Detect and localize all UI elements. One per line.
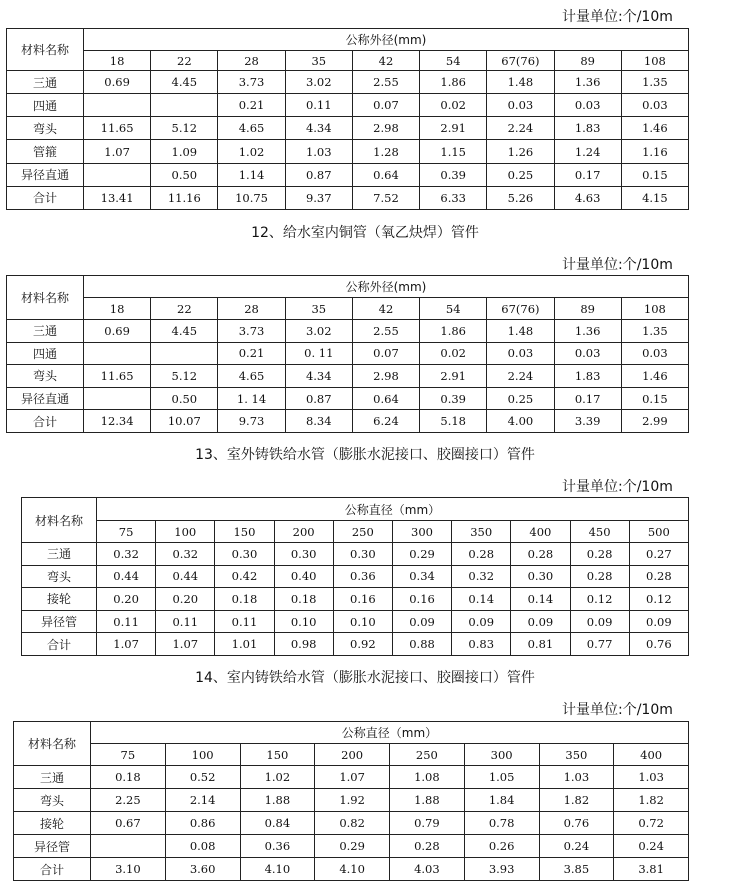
column-header: 108 <box>621 51 688 71</box>
cell: 4.10 <box>315 858 390 881</box>
table-row <box>7 186 689 209</box>
table-row <box>7 94 689 117</box>
row-label: 三通 <box>14 766 91 789</box>
section-caption: 13、室外铸铁给水管（膨胀水泥接口、胶圈接口）管件 <box>195 447 535 463</box>
cell: 0.87 <box>285 163 352 186</box>
cell: 0.03 <box>621 94 688 117</box>
cell: 0.11 <box>285 94 352 117</box>
cell: 0.26 <box>464 835 539 858</box>
column-header: 100 <box>165 744 240 766</box>
column-header: 75 <box>97 521 156 543</box>
fitting-table-2 <box>6 275 689 433</box>
cell: 0.09 <box>392 610 451 633</box>
cell: 0.30 <box>333 543 392 566</box>
row-label: 异径管 <box>22 610 97 633</box>
cell: 1.36 <box>554 71 621 94</box>
cell: 4.10 <box>240 858 315 881</box>
cell: 4.63 <box>554 186 621 209</box>
cell: 0.20 <box>156 588 215 611</box>
cell: 9.37 <box>285 186 352 209</box>
cell: 0.64 <box>352 163 419 186</box>
cell: 1.48 <box>487 71 554 94</box>
table-row <box>22 588 689 611</box>
cell: 2.98 <box>352 365 419 388</box>
cell: 11.65 <box>84 117 151 140</box>
cell: 5.26 <box>487 186 554 209</box>
cell: 0.11 <box>156 610 215 633</box>
cell: 7.52 <box>352 186 419 209</box>
cell: 0.15 <box>621 163 688 186</box>
table-row <box>7 410 689 433</box>
cell: 0.36 <box>333 565 392 588</box>
fitting-table-3 <box>21 497 689 656</box>
row-label: 弯头 <box>14 789 91 812</box>
column-header: 400 <box>614 744 689 766</box>
column-header: 450 <box>570 521 629 543</box>
cell: 0.69 <box>84 320 151 343</box>
cell: 1.07 <box>156 633 215 656</box>
cell: 1.02 <box>240 766 315 789</box>
cell: 0.07 <box>352 342 419 365</box>
cell: 0.14 <box>452 588 511 611</box>
cell: 0.86 <box>165 812 240 835</box>
cell: 2.99 <box>621 410 688 433</box>
cell: 0.28 <box>390 835 465 858</box>
cell: 1.35 <box>621 71 688 94</box>
cell: 0.79 <box>390 812 465 835</box>
table-row <box>7 365 689 388</box>
cell: 0.82 <box>315 812 390 835</box>
cell: 5.12 <box>151 117 218 140</box>
cell: 1.05 <box>464 766 539 789</box>
table-row <box>14 858 689 881</box>
cell: 0.52 <box>165 766 240 789</box>
material-name-header: 材料名称 <box>7 29 84 71</box>
cell: 0.50 <box>151 387 218 410</box>
cell: 0.03 <box>487 94 554 117</box>
diameter-group-header: 公称直径（mm） <box>91 722 689 744</box>
cell: 0.84 <box>240 812 315 835</box>
cell: 0.17 <box>554 387 621 410</box>
cell: 0.09 <box>452 610 511 633</box>
cell: 0.44 <box>97 565 156 588</box>
column-header: 200 <box>274 521 333 543</box>
cell: 1.07 <box>84 140 151 163</box>
cell: 0.20 <box>97 588 156 611</box>
table-row <box>7 342 689 365</box>
cell: 3.10 <box>91 858 166 881</box>
cell: 1.03 <box>285 140 352 163</box>
row-label: 弯头 <box>22 565 97 588</box>
unit-label: 计量单位:个/10m <box>562 702 673 718</box>
table-row <box>14 789 689 812</box>
cell: 0.28 <box>452 543 511 566</box>
cell: 1.15 <box>420 140 487 163</box>
cell: 11.16 <box>151 186 218 209</box>
cell <box>84 163 151 186</box>
cell: 0.78 <box>464 812 539 835</box>
cell: 0.16 <box>392 588 451 611</box>
cell: 1.84 <box>464 789 539 812</box>
cell: 0.30 <box>511 565 570 588</box>
cell: 0.28 <box>629 565 688 588</box>
cell: 0.50 <box>151 163 218 186</box>
column-header: 150 <box>240 744 315 766</box>
cell: 1.36 <box>554 320 621 343</box>
table-row <box>7 320 689 343</box>
column-header: 75 <box>91 744 166 766</box>
cell: 1.83 <box>554 365 621 388</box>
column-header: 250 <box>333 521 392 543</box>
cell: 6.24 <box>352 410 419 433</box>
diameter-group-header: 公称外径(mm) <box>84 276 689 298</box>
table-row <box>14 812 689 835</box>
column-header: 300 <box>392 521 451 543</box>
cell: 0.88 <box>392 633 451 656</box>
column-header: 54 <box>420 51 487 71</box>
table-row <box>14 835 689 858</box>
cell: 13.41 <box>84 186 151 209</box>
fitting-table-4 <box>13 721 689 881</box>
column-header: 300 <box>464 744 539 766</box>
cell: 0.03 <box>487 342 554 365</box>
cell: 8.34 <box>285 410 352 433</box>
column-header: 400 <box>511 521 570 543</box>
row-label: 弯头 <box>7 117 84 140</box>
row-label: 合计 <box>7 410 84 433</box>
cell: 1.88 <box>390 789 465 812</box>
column-header: 22 <box>151 298 218 320</box>
cell: 0.98 <box>274 633 333 656</box>
unit-label: 计量单位:个/10m <box>562 9 673 25</box>
row-label: 接轮 <box>22 588 97 611</box>
cell: 1.86 <box>420 71 487 94</box>
cell: 1. 14 <box>218 387 285 410</box>
cell: 0.15 <box>621 387 688 410</box>
cell: 0.25 <box>487 163 554 186</box>
cell: 6.33 <box>420 186 487 209</box>
fitting-table-1 <box>6 28 689 210</box>
cell <box>91 835 166 858</box>
column-header: 35 <box>285 51 352 71</box>
cell: 0.14 <box>511 588 570 611</box>
row-label: 四通 <box>7 94 84 117</box>
cell: 0. 11 <box>285 342 352 365</box>
cell: 0.69 <box>84 71 151 94</box>
cell: 0.32 <box>97 543 156 566</box>
row-label: 接轮 <box>14 812 91 835</box>
cell: 0.83 <box>452 633 511 656</box>
column-header: 350 <box>452 521 511 543</box>
cell: 2.24 <box>487 117 554 140</box>
column-header: 500 <box>629 521 688 543</box>
cell: 1.16 <box>621 140 688 163</box>
cell: 0.18 <box>215 588 274 611</box>
cell: 1.48 <box>487 320 554 343</box>
cell: 11.65 <box>84 365 151 388</box>
cell: 1.09 <box>151 140 218 163</box>
row-label: 四通 <box>7 342 84 365</box>
table-row <box>22 565 689 588</box>
cell: 0.21 <box>218 342 285 365</box>
cell: 4.15 <box>621 186 688 209</box>
table-row <box>22 543 689 566</box>
table-row <box>7 387 689 410</box>
material-name-header: 材料名称 <box>7 276 84 320</box>
row-label: 合计 <box>7 186 84 209</box>
cell: 0.21 <box>218 94 285 117</box>
cell: 1.28 <box>352 140 419 163</box>
cell: 0.10 <box>274 610 333 633</box>
cell: 1.24 <box>554 140 621 163</box>
cell <box>84 94 151 117</box>
cell: 0.72 <box>614 812 689 835</box>
cell <box>151 94 218 117</box>
cell: 4.34 <box>285 365 352 388</box>
cell: 0.17 <box>554 163 621 186</box>
cell: 0.02 <box>420 342 487 365</box>
row-label: 三通 <box>7 71 84 94</box>
cell: 0.36 <box>240 835 315 858</box>
cell: 0.24 <box>614 835 689 858</box>
cell: 1.03 <box>539 766 614 789</box>
cell: 0.87 <box>285 387 352 410</box>
cell: 1.08 <box>390 766 465 789</box>
column-header: 54 <box>420 298 487 320</box>
section-caption: 14、室内铸铁给水管（膨胀水泥接口、胶圈接口）管件 <box>195 670 535 686</box>
cell: 2.14 <box>165 789 240 812</box>
row-label: 三通 <box>7 320 84 343</box>
cell: 0.30 <box>215 543 274 566</box>
cell: 2.55 <box>352 320 419 343</box>
cell: 1.35 <box>621 320 688 343</box>
cell: 3.93 <box>464 858 539 881</box>
cell: 0.11 <box>215 610 274 633</box>
cell: 3.73 <box>218 71 285 94</box>
cell: 0.29 <box>392 543 451 566</box>
cell: 0.34 <box>392 565 451 588</box>
cell: 1.83 <box>554 117 621 140</box>
table-row <box>22 633 689 656</box>
row-label: 异径直通 <box>7 387 84 410</box>
unit-label: 计量单位:个/10m <box>562 257 673 273</box>
cell: 1.88 <box>240 789 315 812</box>
cell: 5.12 <box>151 365 218 388</box>
cell: 1.02 <box>218 140 285 163</box>
column-header: 150 <box>215 521 274 543</box>
column-header: 100 <box>156 521 215 543</box>
cell: 2.91 <box>420 117 487 140</box>
cell: 0.77 <box>570 633 629 656</box>
section-caption: 12、给水室内铜管（氧乙炔焊）管件 <box>251 225 479 241</box>
cell: 1.03 <box>614 766 689 789</box>
cell: 1.07 <box>315 766 390 789</box>
table-row <box>7 71 689 94</box>
row-label: 异径管 <box>14 835 91 858</box>
cell: 0.08 <box>165 835 240 858</box>
row-label: 三通 <box>22 543 97 566</box>
cell: 4.65 <box>218 117 285 140</box>
column-header: 108 <box>621 298 688 320</box>
cell: 2.24 <box>487 365 554 388</box>
cell: 0.32 <box>156 543 215 566</box>
column-header: 250 <box>390 744 465 766</box>
cell <box>151 342 218 365</box>
cell: 0.09 <box>570 610 629 633</box>
table-row <box>7 117 689 140</box>
cell: 2.25 <box>91 789 166 812</box>
cell: 10.07 <box>151 410 218 433</box>
cell: 4.45 <box>151 71 218 94</box>
column-header: 18 <box>84 298 151 320</box>
cell: 0.28 <box>570 565 629 588</box>
row-label: 合计 <box>22 633 97 656</box>
table-row <box>7 140 689 163</box>
cell: 3.39 <box>554 410 621 433</box>
cell: 0.44 <box>156 565 215 588</box>
cell: 0.02 <box>420 94 487 117</box>
table-row <box>7 163 689 186</box>
column-header: 22 <box>151 51 218 71</box>
cell: 12.34 <box>84 410 151 433</box>
column-header: 89 <box>554 298 621 320</box>
cell: 4.00 <box>487 410 554 433</box>
cell: 0.03 <box>554 342 621 365</box>
column-header: 89 <box>554 51 621 71</box>
cell: 3.02 <box>285 320 352 343</box>
cell: 2.91 <box>420 365 487 388</box>
cell: 0.03 <box>621 342 688 365</box>
cell: 0.18 <box>274 588 333 611</box>
cell: 1.01 <box>215 633 274 656</box>
cell: 0.67 <box>91 812 166 835</box>
column-header: 28 <box>218 51 285 71</box>
cell: 0.28 <box>511 543 570 566</box>
cell: 10.75 <box>218 186 285 209</box>
cell: 0.76 <box>539 812 614 835</box>
column-header: 350 <box>539 744 614 766</box>
column-header: 18 <box>84 51 151 71</box>
cell: 0.32 <box>452 565 511 588</box>
cell: 1.07 <box>97 633 156 656</box>
cell: 0.39 <box>420 387 487 410</box>
cell: 0.81 <box>511 633 570 656</box>
cell: 2.98 <box>352 117 419 140</box>
column-header: 67(76) <box>487 51 554 71</box>
cell: 0.24 <box>539 835 614 858</box>
cell: 0.12 <box>570 588 629 611</box>
cell: 0.09 <box>629 610 688 633</box>
cell: 0.40 <box>274 565 333 588</box>
cell: 0.25 <box>487 387 554 410</box>
cell: 2.55 <box>352 71 419 94</box>
column-header: 28 <box>218 298 285 320</box>
cell: 0.11 <box>97 610 156 633</box>
cell: 1.46 <box>621 365 688 388</box>
cell: 1.14 <box>218 163 285 186</box>
cell: 0.29 <box>315 835 390 858</box>
unit-label: 计量单位:个/10m <box>562 479 673 495</box>
material-name-header: 材料名称 <box>14 722 91 766</box>
cell: 0.16 <box>333 588 392 611</box>
cell: 0.03 <box>554 94 621 117</box>
cell: 1.46 <box>621 117 688 140</box>
cell: 0.28 <box>570 543 629 566</box>
row-label: 异径直通 <box>7 163 84 186</box>
cell: 4.03 <box>390 858 465 881</box>
cell: 0.42 <box>215 565 274 588</box>
cell: 0.39 <box>420 163 487 186</box>
cell: 4.34 <box>285 117 352 140</box>
cell: 0.64 <box>352 387 419 410</box>
column-header: 35 <box>285 298 352 320</box>
table-row <box>22 610 689 633</box>
column-header: 42 <box>352 51 419 71</box>
cell <box>84 387 151 410</box>
cell: 0.07 <box>352 94 419 117</box>
diameter-group-header: 公称直径（mm） <box>97 498 689 521</box>
row-label: 合计 <box>14 858 91 881</box>
diameter-group-header: 公称外径(mm) <box>84 29 689 51</box>
cell: 0.09 <box>511 610 570 633</box>
row-label: 弯头 <box>7 365 84 388</box>
cell: 0.30 <box>274 543 333 566</box>
row-label: 管箍 <box>7 140 84 163</box>
material-name-header: 材料名称 <box>22 498 97 543</box>
cell: 0.10 <box>333 610 392 633</box>
column-header: 42 <box>352 298 419 320</box>
cell: 0.18 <box>91 766 166 789</box>
table-row <box>14 766 689 789</box>
cell: 9.73 <box>218 410 285 433</box>
cell: 3.85 <box>539 858 614 881</box>
cell: 1.26 <box>487 140 554 163</box>
cell: 3.73 <box>218 320 285 343</box>
cell: 1.86 <box>420 320 487 343</box>
cell: 4.65 <box>218 365 285 388</box>
cell <box>84 342 151 365</box>
cell: 0.27 <box>629 543 688 566</box>
cell: 0.76 <box>629 633 688 656</box>
cell: 5.18 <box>420 410 487 433</box>
column-header: 200 <box>315 744 390 766</box>
cell: 0.12 <box>629 588 688 611</box>
cell: 3.81 <box>614 858 689 881</box>
cell: 1.82 <box>539 789 614 812</box>
cell: 4.45 <box>151 320 218 343</box>
column-header: 67(76) <box>487 298 554 320</box>
cell: 3.60 <box>165 858 240 881</box>
cell: 0.92 <box>333 633 392 656</box>
cell: 1.92 <box>315 789 390 812</box>
cell: 1.82 <box>614 789 689 812</box>
cell: 3.02 <box>285 71 352 94</box>
